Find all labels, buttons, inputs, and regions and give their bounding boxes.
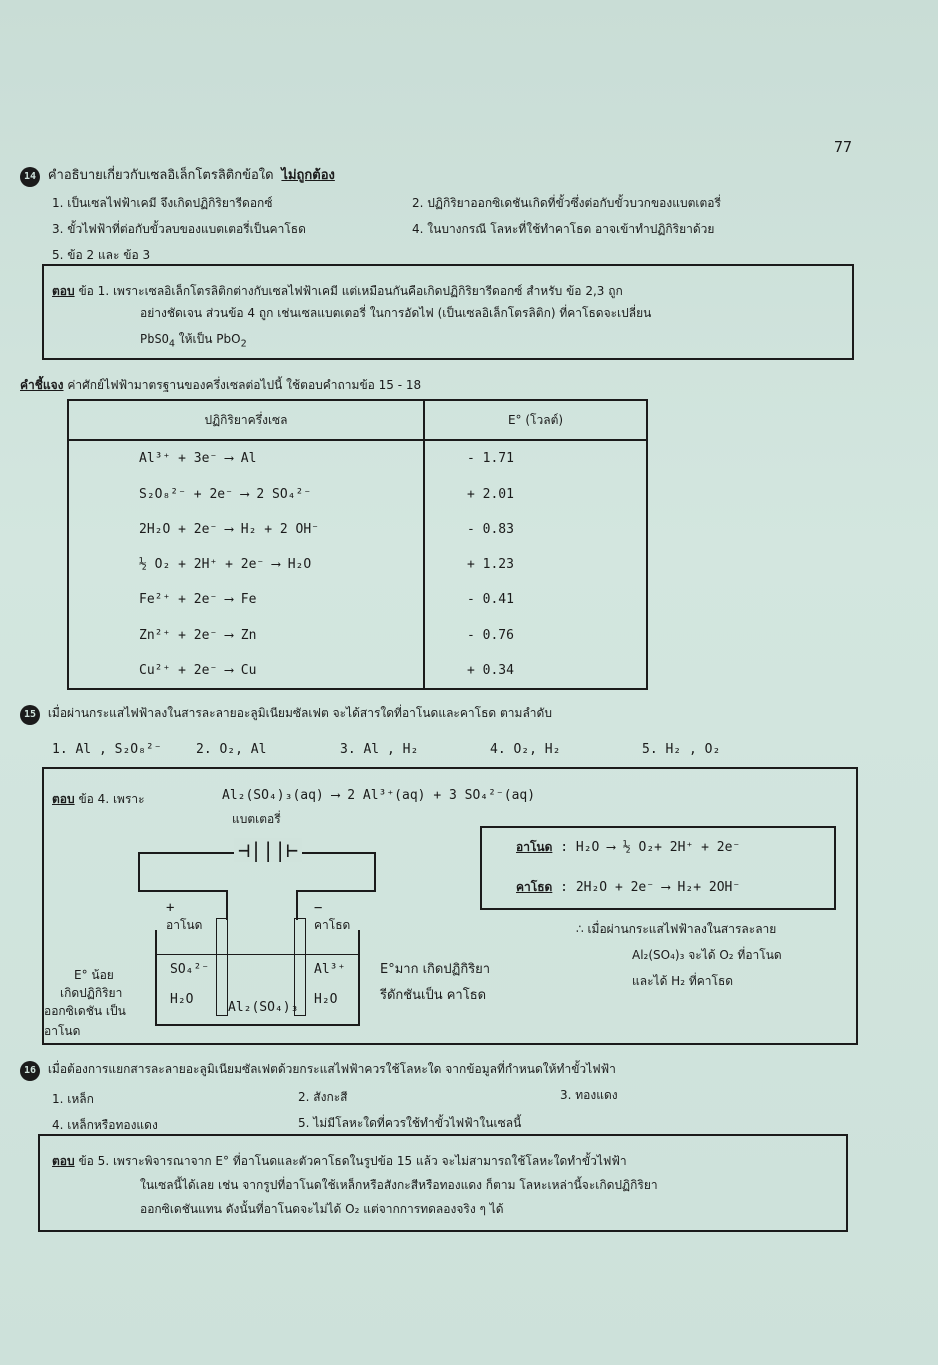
left-note-4: อาโนด bbox=[44, 1024, 81, 1038]
solution-label: Al₂(SO₄)₃ bbox=[228, 1000, 299, 1015]
choice-5: 5. H₂ , O₂ bbox=[642, 742, 721, 757]
anode-label: อาโนด bbox=[166, 918, 203, 932]
plus-sign: + bbox=[166, 900, 175, 916]
reaction-cell: Cu²⁺ + 2e⁻ ⟶ Cu bbox=[68, 653, 424, 689]
choice-1: 1. เหล็ก bbox=[52, 1092, 94, 1106]
solution-level bbox=[157, 954, 358, 955]
conclusion-3: และได้ H₂ ที่คาโธด bbox=[632, 974, 734, 988]
choice-5: 5. ข้อ 2 และ ข้อ 3 bbox=[52, 248, 151, 262]
circuit-wire bbox=[296, 890, 298, 920]
sulfate-ion: SO₄²⁻ bbox=[170, 962, 210, 977]
cathode-reaction-label: คาโธด bbox=[516, 880, 553, 894]
reaction-cell: Fe²⁺ + 2e⁻ ⟶ Fe bbox=[68, 582, 424, 617]
answer-16-line3: ออกซิเดชันแทน ดังนั้นที่อาโนดจะไม่ได้ O₂ แต่จากการทดลองจริง ๆ ได้ bbox=[140, 1202, 504, 1216]
table-row bbox=[68, 547, 647, 582]
potential-cell: - 0.41 bbox=[424, 582, 647, 617]
potential-cell: - 1.71 bbox=[424, 440, 647, 476]
beaker-wall bbox=[358, 930, 360, 1026]
choice-1: 1. Al , S₂O₈²⁻ bbox=[52, 742, 162, 757]
circuit-wire bbox=[138, 852, 140, 892]
aluminium-ion: Al³⁺ bbox=[314, 962, 346, 977]
question-text: เมื่อต้องการแยกสารละลายอะลูมิเนียมซัลเฟตด้วยกระแสไฟฟ้าควรใช้โลหะใด จากข้อมูลที่กำหนดให้ทำขั้วไฟฟ้า bbox=[47, 1062, 616, 1076]
column-header-potential: E° (โวลต์) bbox=[424, 400, 647, 440]
choice-2: 2. O₂, Al bbox=[196, 742, 267, 757]
potential-cell: + 0.34 bbox=[424, 653, 647, 689]
anode-reaction-label: อาโนด bbox=[516, 840, 553, 854]
dissociation-equation: Al₂(SO₄)₃(aq) ⟶ 2 Al³⁺(aq) + 3 SO₄²⁻(aq) bbox=[222, 788, 536, 803]
answer-15-head bbox=[52, 790, 145, 809]
battery-icon: ⊣|||⊢ bbox=[234, 838, 302, 862]
choice-3: 3. ทองแดง bbox=[560, 1088, 618, 1102]
answer-text: ข้อ 5. เพราะพิจารณาจาก E° ที่อาโนดและตัวคาโธดในรูปข้อ 15 แล้ว จะไม่สามารถใช้โลหะใดทำขั้วไฟฟ้า bbox=[78, 1154, 627, 1168]
minus-sign: − bbox=[314, 900, 323, 916]
table-row bbox=[68, 477, 647, 512]
answer-14-line1 bbox=[52, 282, 623, 301]
question-14 bbox=[20, 164, 335, 187]
answer-text: ข้อ 4. เพราะ bbox=[78, 792, 145, 806]
choice-2: 2. ปฏิกิริยาออกซิเดชันเกิดที่ขั้วซึ่งต่อกับขั้วบวกของแบตเตอรี่ bbox=[412, 196, 721, 210]
cathode-label: คาโธด bbox=[314, 918, 351, 932]
table-row bbox=[68, 582, 647, 617]
choice-3: 3. Al , H₂ bbox=[340, 742, 419, 757]
circuit-wire bbox=[374, 852, 376, 892]
instruction-text: ค่าศักย์ไฟฟ้ามาตรฐานของครึ่งเซลต่อไปนี้ ใช้ตอบคำถามข้อ 15 - 18 bbox=[67, 378, 422, 392]
reaction-cell: 2H₂O + 2e⁻ ⟶ H₂ + 2 OH⁻ bbox=[68, 512, 424, 547]
formula-pbso4: PbSO bbox=[140, 332, 169, 346]
answer-14-line3 bbox=[140, 330, 247, 349]
half-cell-table bbox=[67, 399, 648, 690]
cathode-reaction: คาโธด : 2H₂O + 2e⁻ ⟶ H₂+ 2OH⁻ bbox=[516, 880, 741, 895]
question-number-badge: 14 bbox=[20, 167, 40, 187]
water-left: H₂O bbox=[170, 992, 194, 1007]
circuit-wire bbox=[138, 890, 228, 892]
answer-text: ข้อ 1. เพราะเซลอิเล็กโตรลิติกต่างกับเซลไฟฟ้าเคมี แต่เหมือนกันคือเกิดปฏิกิริยารีดอกซ์ สำหรับ ข้อ 2,3 ถูก bbox=[78, 284, 623, 298]
column-header-reaction: ปฏิกิริยาครึ่งเซล bbox=[68, 400, 424, 440]
choice-4: 4. ในบางกรณี โลหะที่ใช้ทำคาโธด อาจเข้าทำปฏิกิริยาด้วย bbox=[412, 222, 715, 236]
answer-text: ให้เป็น PbO bbox=[174, 332, 241, 346]
answer-label: ตอบ bbox=[52, 1154, 75, 1168]
formula-sub: 4 bbox=[168, 338, 175, 350]
answer-14-line2: อย่างชัดเจน ส่วนข้อ 4 ถูก เช่นเซลแบตเตอรี่ ในการอัดไฟ (เป็นเซลอิเล็กโตรลิติก) ที่คาโธดจะเปลี่ยน bbox=[140, 306, 652, 320]
right-note-1: E°มาก เกิดปฏิกิริยา bbox=[380, 962, 491, 977]
choice-4: 4. O₂, H₂ bbox=[490, 742, 561, 757]
instruction bbox=[20, 376, 421, 395]
potential-cell: + 2.01 bbox=[424, 477, 647, 512]
table-row bbox=[68, 512, 647, 547]
question-15 bbox=[20, 704, 552, 725]
question-text: เมื่อผ่านกระแสไฟฟ้าลงในสารละลายอะลูมิเนียมซัลเฟต จะได้สารใดที่อาโนดและคาโธด ตามลำดับ bbox=[47, 706, 552, 720]
question-number-badge: 15 bbox=[20, 705, 40, 725]
left-note-3: ออกซิเดชัน เป็น bbox=[44, 1004, 126, 1018]
anode-reaction: อาโนด : H₂O ⟶ ½ O₂+ 2H⁺ + 2e⁻ bbox=[516, 840, 741, 855]
table-row bbox=[68, 617, 647, 652]
table-row bbox=[68, 653, 647, 689]
answer-label: ตอบ bbox=[52, 284, 75, 298]
answer-16-line2: ในเซลนี้ได้เลย เช่น จากรูปที่อาโนดใช้เหล็กหรือสังกะสีหรือทองแดง ก็ตาม โลหะเหล่านี้จะเกิดปฏิกิริยา bbox=[140, 1178, 658, 1192]
left-note-1: E° น้อย bbox=[74, 968, 114, 982]
answer-label: ตอบ bbox=[52, 792, 75, 806]
conclusion-1: ∴ เมื่อผ่านกระแสไฟฟ้าลงในสารละลาย bbox=[576, 922, 777, 936]
potential-cell: - 0.76 bbox=[424, 617, 647, 652]
beaker-bottom bbox=[155, 1024, 360, 1026]
choice-5: 5. ไม่มีโลหะใดที่ควรใช้ทำขั้วไฟฟ้าในเซลนี้ bbox=[298, 1116, 522, 1130]
question-text: คำอธิบายเกี่ยวกับเซลอิเล็กโตรลิติกข้อใด bbox=[47, 168, 274, 183]
water-right: H₂O bbox=[314, 992, 338, 1007]
choice-2: 2. สังกะสี bbox=[298, 1090, 348, 1104]
left-note-2: เกิดปฏิกิริยา bbox=[60, 986, 123, 1000]
choice-3: 3. ขั้วไฟฟ้าที่ต่อกับขั้วลบของแบตเตอรี่เป็นคาโธด bbox=[52, 222, 306, 236]
choice-1: 1. เป็นเซลไฟฟ้าเคมี จึงเกิดปฏิกิริยารีดอกซ์ bbox=[52, 196, 273, 210]
right-note-2: รีดักชันเป็น คาโธด bbox=[380, 988, 487, 1003]
reaction-cell: S₂O₈²⁻ + 2e⁻ ⟶ 2 SO₄²⁻ bbox=[68, 477, 424, 512]
potential-cell: + 1.23 bbox=[424, 547, 647, 582]
anode-equation: H₂O ⟶ ½ O₂+ 2H⁺ + 2e⁻ bbox=[575, 840, 741, 855]
choice-4: 4. เหล็กหรือทองแดง bbox=[52, 1118, 158, 1132]
question-emphasis: ไม่ถูกต้อง bbox=[281, 168, 335, 183]
page-number: 77 bbox=[834, 138, 853, 156]
formula-sub: 2 bbox=[240, 338, 247, 350]
instruction-label: คำชี้แจง bbox=[20, 378, 64, 392]
anode-electrode bbox=[216, 918, 228, 1016]
potential-cell: - 0.83 bbox=[424, 512, 647, 547]
battery-label: แบตเตอรี่ bbox=[232, 812, 281, 826]
table-row bbox=[68, 440, 647, 476]
reaction-cell: Zn²⁺ + 2e⁻ ⟶ Zn bbox=[68, 617, 424, 652]
beaker-wall bbox=[155, 930, 157, 1026]
cathode-equation: 2H₂O + 2e⁻ ⟶ H₂+ 2OH⁻ bbox=[575, 880, 741, 895]
reaction-cell: ½ O₂ + 2H⁺ + 2e⁻ ⟶ H₂O bbox=[68, 547, 424, 582]
conclusion-2: Al₂(SO₄)₃ จะได้ O₂ ที่อาโนด bbox=[632, 948, 782, 962]
question-number-badge: 16 bbox=[20, 1061, 40, 1081]
circuit-wire bbox=[226, 890, 228, 920]
question-16 bbox=[20, 1060, 616, 1081]
circuit-wire bbox=[296, 890, 376, 892]
reaction-cell: Al³⁺ + 3e⁻ ⟶ Al bbox=[68, 440, 424, 476]
answer-16-line1 bbox=[52, 1152, 627, 1171]
